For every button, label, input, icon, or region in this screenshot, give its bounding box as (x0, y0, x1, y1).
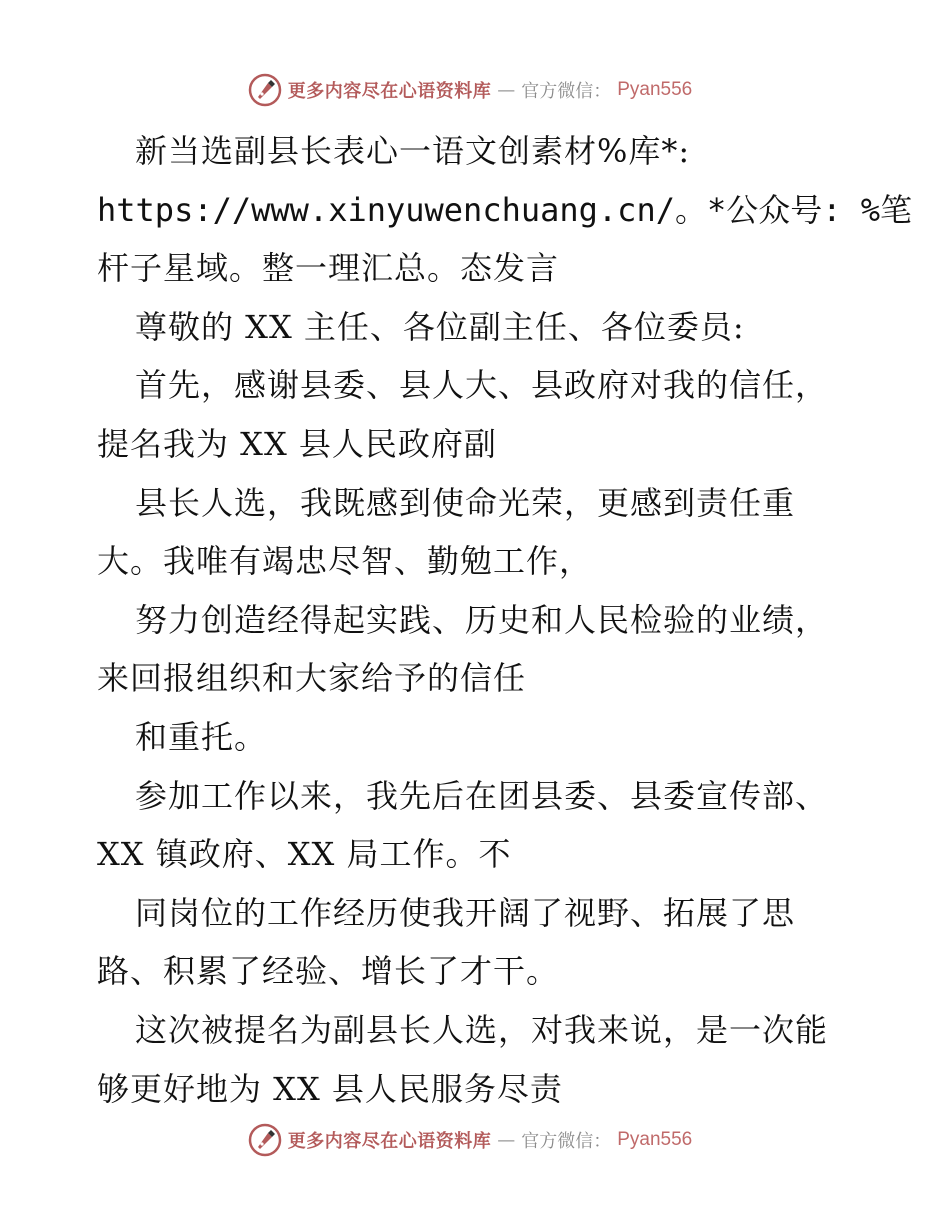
text-line-5: 首先，感谢县委、县人大、县政府对我的信任， (135, 366, 829, 405)
text-line-8: 大。我唯有竭忠尽智、勤勉工作， (97, 542, 593, 581)
text-line-6: 提名我为 XX 县人民政府副 (97, 424, 497, 463)
footer-contact-id: Pyan556 (617, 1129, 693, 1150)
header-contact-label: 官方微信： (521, 81, 612, 102)
footer-banner-content (248, 1123, 693, 1157)
header-banner-content (248, 73, 693, 107)
text-line-7: 县长人选，我既感到使命光荣，更感到责任重 (135, 483, 796, 522)
pen-nib-logo-icon (248, 73, 282, 107)
footer-site-text: 更多内容尽在心语资料库 (287, 1131, 492, 1152)
text-line-1: 新当选副县长表心一语文创素材%库*: (135, 132, 691, 170)
header-site-text: 更多内容尽在心语资料库 (287, 81, 492, 102)
text-line-16: 这次被提名为副县长人选，对我来说，是一次能 (135, 1010, 829, 1049)
text-line-11: 和重托。 (135, 717, 268, 756)
text-line-15: 路、积累了经验、增长了才干。 (97, 952, 560, 991)
header-contact-id: Pyan556 (617, 79, 693, 100)
document-body (97, 122, 913, 1118)
text-line-17: 够更好地为 XX 县人民服务尽责 (97, 1069, 563, 1108)
text-line-12: 参加工作以来，我先后在团县委、县委宣传部、 (135, 776, 829, 815)
header-separator: — (497, 79, 516, 101)
text-line-10: 来回报组织和大家给予的信任 (97, 659, 527, 698)
footer-banner (0, 1120, 950, 1160)
text-line-4: 尊敬的 XX 主任、各位副主任、各位委员: (135, 307, 745, 346)
text-line-2: https://www.xinyuwenchuang.cn/。*公众号: %笔 (97, 190, 913, 229)
pen-nib-logo-icon (248, 1123, 282, 1157)
text-line-9: 努力创造经得起实践、历史和人民检验的业绩， (135, 600, 829, 639)
footer-separator: — (497, 1129, 516, 1151)
text-line-3: 杆子星域。整一理汇总。态发言 (97, 249, 560, 288)
text-line-13: XX 镇政府、XX 局工作。不 (97, 835, 512, 874)
text-line-14: 同岗位的工作经历使我开阔了视野、拓展了思 (135, 893, 796, 932)
footer-contact-label: 官方微信： (521, 1131, 612, 1152)
header-banner (0, 70, 950, 110)
